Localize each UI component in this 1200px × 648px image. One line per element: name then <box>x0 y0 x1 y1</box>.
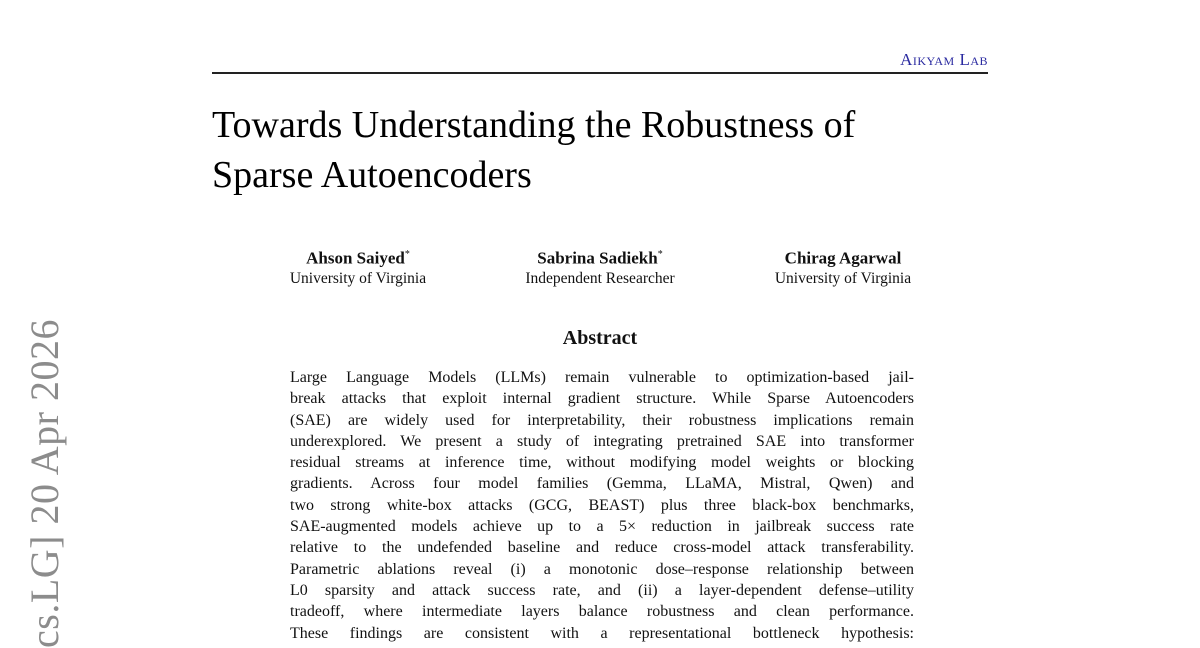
paper-title-line-2: Sparse Autoencoders <box>212 154 532 196</box>
equal-contribution-mark: * <box>657 249 663 260</box>
author-name: Chirag Agarwal <box>784 248 902 268</box>
abstract-line: (SAE) are widely used for interpretability, their robustness implications remain <box>290 411 914 429</box>
abstract-line: L0 sparsity and attack success rate, and (ii) a layer-dependent defense–utility <box>290 581 914 599</box>
author-block <box>238 244 478 288</box>
abstract-line: These findings are consistent with a representational bottleneck hypothesis: <box>290 624 914 642</box>
arxiv-stamp: cs.LG] 20 Apr 2026 <box>22 319 67 648</box>
abstract-line: residual streams at inference time, without modifying model weights or blocking <box>290 454 914 472</box>
author-name: Ahson Saiyed* <box>306 248 410 268</box>
header-lab-name: Aikyam Lab <box>900 50 988 69</box>
abstract-line: underexplored. We present a study of integrating pretrained SAE into transformer <box>290 432 914 450</box>
author-affiliation: Independent Researcher <box>525 269 675 287</box>
abstract-heading: Abstract <box>562 327 638 349</box>
abstract-body <box>290 367 914 644</box>
paper-title <box>212 100 988 200</box>
author-list <box>212 244 988 292</box>
author-affiliation: University of Virginia <box>774 269 912 287</box>
author-name: Sabrina Sadiekh* <box>537 248 663 268</box>
abstract-line: gradients. Across four model families (Gemma, LLaMA, Mistral, Qwen) and <box>290 475 914 493</box>
abstract-line: Large Language Models (LLMs) remain vulnerable to optimization-based jail- <box>290 369 914 386</box>
header-rule <box>212 72 988 74</box>
abstract-line: break attacks that exploit internal gradient structure. While Sparse Autoencoders <box>290 390 914 408</box>
abstract-line: Parametric ablations reveal (i) a monotonic dose–response relationship between <box>290 560 914 578</box>
author-block <box>480 244 720 288</box>
paper-title-line-1: Towards Understanding the Robustness of <box>212 104 856 146</box>
author-affiliation: University of Virginia <box>289 269 427 287</box>
abstract-line: tradeoff, where intermediate layers balance robustness and clean performance. <box>290 603 914 621</box>
abstract-line: relative to the undefended baseline and reduce cross-model attack transferability. <box>290 539 914 557</box>
abstract-line: two strong white-box attacks (GCG, BEAST) plus three black-box benchmarks, <box>290 496 914 514</box>
abstract-line: SAE-augmented models achieve up to a 5× reduction in jailbreak success rate <box>290 518 914 536</box>
author-block <box>723 244 963 288</box>
equal-contribution-mark: * <box>404 249 410 260</box>
